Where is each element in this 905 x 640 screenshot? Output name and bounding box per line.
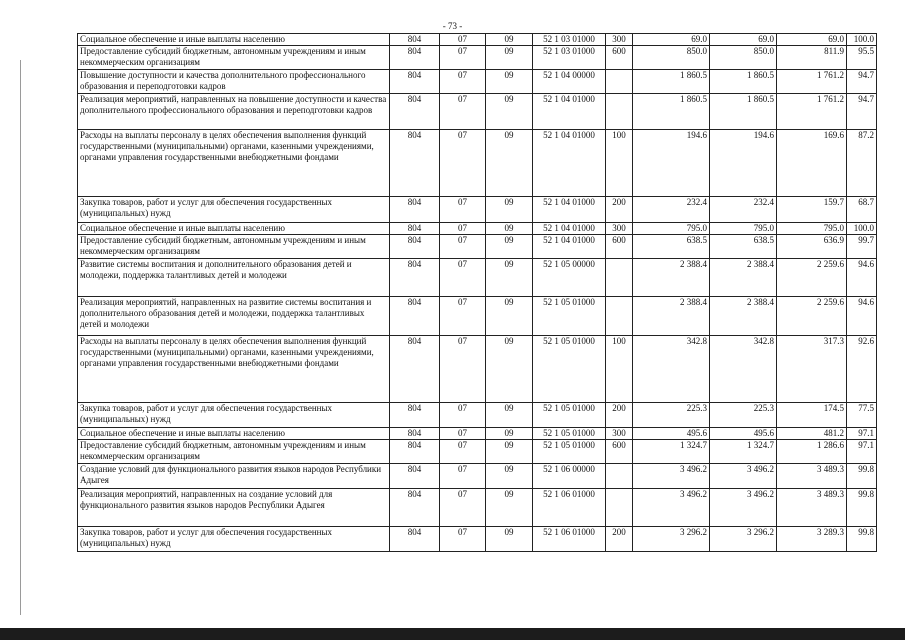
row-executed: 3 489.3 <box>777 464 847 489</box>
row-approved: 3 496.2 <box>633 489 710 527</box>
row-subsection: 09 <box>486 489 533 527</box>
row-name: Закупка товаров, работ и услуг для обеспечения государственных (муниципальных) нужд <box>78 527 390 552</box>
row-specified: 342.8 <box>710 336 777 403</box>
row-percent: 77.5 <box>847 403 877 428</box>
row-subsection: 09 <box>486 527 533 552</box>
row-grbs: 804 <box>390 527 440 552</box>
row-section: 07 <box>440 235 486 259</box>
row-specified: 495.6 <box>710 428 777 440</box>
row-approved: 69.0 <box>633 34 710 46</box>
row-section: 07 <box>440 464 486 489</box>
row-target-article: 52 1 04 01000 <box>533 235 606 259</box>
table-row <box>78 527 877 552</box>
row-subsection: 09 <box>486 223 533 235</box>
row-approved: 1 324.7 <box>633 440 710 464</box>
row-executed: 811.9 <box>777 46 847 70</box>
row-specified: 225.3 <box>710 403 777 428</box>
row-expense-type: 600 <box>606 440 633 464</box>
row-percent: 68.7 <box>847 197 877 223</box>
table-row <box>78 297 877 336</box>
table-row <box>78 235 877 259</box>
row-name: Реализация мероприятий, направленных на повышение доступности и качества дополнительного профессионального образования и переподготовки кадров <box>78 94 390 130</box>
row-expense-type: 600 <box>606 46 633 70</box>
row-grbs: 804 <box>390 440 440 464</box>
row-expense-type: 600 <box>606 235 633 259</box>
row-name: Предоставление субсидий бюджетным, автономным учреждениям и иным некоммерческим организациям <box>78 440 390 464</box>
row-executed: 481.2 <box>777 428 847 440</box>
row-name: Расходы на выплаты персоналу в целях обеспечения выполнения функций государственными (муниципальными) органами, казенными учреждениями, органами управления государственными внебюджетными фондами <box>78 336 390 403</box>
row-section: 07 <box>440 46 486 70</box>
row-target-article: 52 1 05 01000 <box>533 403 606 428</box>
row-expense-type <box>606 464 633 489</box>
row-subsection: 09 <box>486 46 533 70</box>
row-specified: 850.0 <box>710 46 777 70</box>
row-section: 07 <box>440 94 486 130</box>
row-specified: 795.0 <box>710 223 777 235</box>
row-approved: 2 388.4 <box>633 297 710 336</box>
row-specified: 3 296.2 <box>710 527 777 552</box>
row-expense-type: 200 <box>606 197 633 223</box>
row-section: 07 <box>440 130 486 197</box>
row-expense-type <box>606 259 633 297</box>
row-specified: 2 388.4 <box>710 297 777 336</box>
row-percent: 94.7 <box>847 70 877 94</box>
row-percent: 94.6 <box>847 259 877 297</box>
table-row <box>78 428 877 440</box>
row-section: 07 <box>440 297 486 336</box>
row-name: Повышение доступности и качества дополнительного профессионального образования и переподготовки кадров <box>78 70 390 94</box>
table-row <box>78 94 877 130</box>
row-subsection: 09 <box>486 197 533 223</box>
row-expense-type: 300 <box>606 34 633 46</box>
table-row <box>78 70 877 94</box>
row-executed: 1 761.2 <box>777 94 847 130</box>
row-executed: 159.7 <box>777 197 847 223</box>
row-grbs: 804 <box>390 336 440 403</box>
row-name: Закупка товаров, работ и услуг для обеспечения государственных (муниципальных) нужд <box>78 197 390 223</box>
row-percent: 99.8 <box>847 527 877 552</box>
row-specified: 69.0 <box>710 34 777 46</box>
row-approved: 1 860.5 <box>633 70 710 94</box>
row-percent: 97.1 <box>847 428 877 440</box>
row-name: Реализация мероприятий, направленных на развитие системы воспитания и дополнительного образования детей и молодежи, поддержка талантливых детей и молодежи <box>78 297 390 336</box>
table-row <box>78 336 877 403</box>
row-name: Закупка товаров, работ и услуг для обеспечения государственных (муниципальных) нужд <box>78 403 390 428</box>
row-approved: 495.6 <box>633 428 710 440</box>
row-expense-type <box>606 489 633 527</box>
scan-bottom-edge <box>0 628 905 640</box>
row-expense-type: 100 <box>606 336 633 403</box>
row-target-article: 52 1 03 01000 <box>533 46 606 70</box>
row-percent: 87.2 <box>847 130 877 197</box>
row-executed: 2 259.6 <box>777 297 847 336</box>
row-section: 07 <box>440 403 486 428</box>
row-target-article: 52 1 04 01000 <box>533 94 606 130</box>
row-section: 07 <box>440 70 486 94</box>
row-section: 07 <box>440 489 486 527</box>
row-target-article: 52 1 04 00000 <box>533 70 606 94</box>
row-executed: 3 489.3 <box>777 489 847 527</box>
row-target-article: 52 1 05 01000 <box>533 440 606 464</box>
row-subsection: 09 <box>486 403 533 428</box>
row-section: 07 <box>440 197 486 223</box>
row-approved: 3 496.2 <box>633 464 710 489</box>
row-executed: 1 286.6 <box>777 440 847 464</box>
row-approved: 795.0 <box>633 223 710 235</box>
table-row <box>78 259 877 297</box>
row-target-article: 52 1 06 00000 <box>533 464 606 489</box>
row-executed: 69.0 <box>777 34 847 46</box>
row-target-article: 52 1 03 01000 <box>533 34 606 46</box>
row-specified: 1 860.5 <box>710 70 777 94</box>
row-target-article: 52 1 04 01000 <box>533 197 606 223</box>
row-specified: 194.6 <box>710 130 777 197</box>
row-name: Предоставление субсидий бюджетным, автономным учреждениям и иным некоммерческим организациям <box>78 235 390 259</box>
table-row <box>78 440 877 464</box>
row-executed: 174.5 <box>777 403 847 428</box>
row-percent: 99.7 <box>847 235 877 259</box>
row-subsection: 09 <box>486 70 533 94</box>
row-expense-type <box>606 94 633 130</box>
row-grbs: 804 <box>390 235 440 259</box>
row-approved: 3 296.2 <box>633 527 710 552</box>
row-executed: 636.9 <box>777 235 847 259</box>
row-approved: 2 388.4 <box>633 259 710 297</box>
row-executed: 169.6 <box>777 130 847 197</box>
row-name: Реализация мероприятий, направленных на создание условий для функционального развития языков народов Республики Адыгея <box>78 489 390 527</box>
row-subsection: 09 <box>486 34 533 46</box>
row-target-article: 52 1 04 01000 <box>533 130 606 197</box>
table-row <box>78 197 877 223</box>
row-grbs: 804 <box>390 259 440 297</box>
row-grbs: 804 <box>390 223 440 235</box>
row-specified: 2 388.4 <box>710 259 777 297</box>
row-subsection: 09 <box>486 464 533 489</box>
table-row <box>78 46 877 70</box>
row-specified: 638.5 <box>710 235 777 259</box>
row-name: Предоставление субсидий бюджетным, автономным учреждениям и иным некоммерческим организациям <box>78 46 390 70</box>
table-row <box>78 223 877 235</box>
row-target-article: 52 1 04 01000 <box>533 223 606 235</box>
row-percent: 97.1 <box>847 440 877 464</box>
row-name: Социальное обеспечение и иные выплаты населению <box>78 428 390 440</box>
row-grbs: 804 <box>390 46 440 70</box>
row-target-article: 52 1 05 00000 <box>533 259 606 297</box>
row-percent: 94.6 <box>847 297 877 336</box>
row-expense-type: 100 <box>606 130 633 197</box>
table-row <box>78 130 877 197</box>
row-specified: 3 496.2 <box>710 489 777 527</box>
row-grbs: 804 <box>390 94 440 130</box>
row-grbs: 804 <box>390 428 440 440</box>
row-grbs: 804 <box>390 70 440 94</box>
row-target-article: 52 1 06 01000 <box>533 489 606 527</box>
row-approved: 225.3 <box>633 403 710 428</box>
row-grbs: 804 <box>390 34 440 46</box>
row-percent: 100.0 <box>847 34 877 46</box>
row-specified: 1 324.7 <box>710 440 777 464</box>
table-row <box>78 403 877 428</box>
row-grbs: 804 <box>390 464 440 489</box>
row-target-article: 52 1 05 01000 <box>533 428 606 440</box>
row-percent: 99.8 <box>847 489 877 527</box>
row-approved: 1 860.5 <box>633 94 710 130</box>
row-expense-type <box>606 70 633 94</box>
row-percent: 100.0 <box>847 223 877 235</box>
row-target-article: 52 1 06 01000 <box>533 527 606 552</box>
row-subsection: 09 <box>486 94 533 130</box>
row-expense-type: 300 <box>606 223 633 235</box>
row-expense-type: 200 <box>606 527 633 552</box>
row-section: 07 <box>440 259 486 297</box>
table-row <box>78 464 877 489</box>
row-expense-type: 300 <box>606 428 633 440</box>
row-approved: 638.5 <box>633 235 710 259</box>
row-name: Социальное обеспечение и иные выплаты населению <box>78 34 390 46</box>
row-approved: 194.6 <box>633 130 710 197</box>
row-subsection: 09 <box>486 259 533 297</box>
row-name: Создание условий для функционального развития языков народов Республики Адыгея <box>78 464 390 489</box>
row-specified: 3 496.2 <box>710 464 777 489</box>
row-grbs: 804 <box>390 489 440 527</box>
table-row <box>78 34 877 46</box>
page-number: - 73 - <box>442 21 463 31</box>
row-target-article: 52 1 05 01000 <box>533 336 606 403</box>
row-expense-type <box>606 297 633 336</box>
row-specified: 1 860.5 <box>710 94 777 130</box>
row-percent: 95.5 <box>847 46 877 70</box>
row-executed: 1 761.2 <box>777 70 847 94</box>
row-approved: 850.0 <box>633 46 710 70</box>
row-subsection: 09 <box>486 235 533 259</box>
row-executed: 795.0 <box>777 223 847 235</box>
row-grbs: 804 <box>390 403 440 428</box>
row-section: 07 <box>440 527 486 552</box>
row-subsection: 09 <box>486 428 533 440</box>
row-name: Расходы на выплаты персоналу в целях обеспечения выполнения функций государственными (муниципальными) органами, казенными учреждениями, органами управления государственными внебюджетными фондами <box>78 130 390 197</box>
row-executed: 317.3 <box>777 336 847 403</box>
row-section: 07 <box>440 34 486 46</box>
row-grbs: 804 <box>390 297 440 336</box>
row-executed: 3 289.3 <box>777 527 847 552</box>
scan-margin-line <box>20 60 21 615</box>
row-subsection: 09 <box>486 297 533 336</box>
row-approved: 342.8 <box>633 336 710 403</box>
row-specified: 232.4 <box>710 197 777 223</box>
row-expense-type: 200 <box>606 403 633 428</box>
row-percent: 94.7 <box>847 94 877 130</box>
table-row <box>78 489 877 527</box>
row-section: 07 <box>440 428 486 440</box>
row-name: Развитие системы воспитания и дополнительного образования детей и молодежи, поддержка талантливых детей и молодежи <box>78 259 390 297</box>
row-approved: 232.4 <box>633 197 710 223</box>
budget-table <box>77 33 877 552</box>
row-section: 07 <box>440 440 486 464</box>
row-section: 07 <box>440 336 486 403</box>
row-percent: 92.6 <box>847 336 877 403</box>
row-percent: 99.8 <box>847 464 877 489</box>
row-name: Социальное обеспечение и иные выплаты населению <box>78 223 390 235</box>
row-subsection: 09 <box>486 336 533 403</box>
row-grbs: 804 <box>390 130 440 197</box>
row-subsection: 09 <box>486 130 533 197</box>
row-subsection: 09 <box>486 440 533 464</box>
row-executed: 2 259.6 <box>777 259 847 297</box>
row-grbs: 804 <box>390 197 440 223</box>
row-section: 07 <box>440 223 486 235</box>
row-target-article: 52 1 05 01000 <box>533 297 606 336</box>
